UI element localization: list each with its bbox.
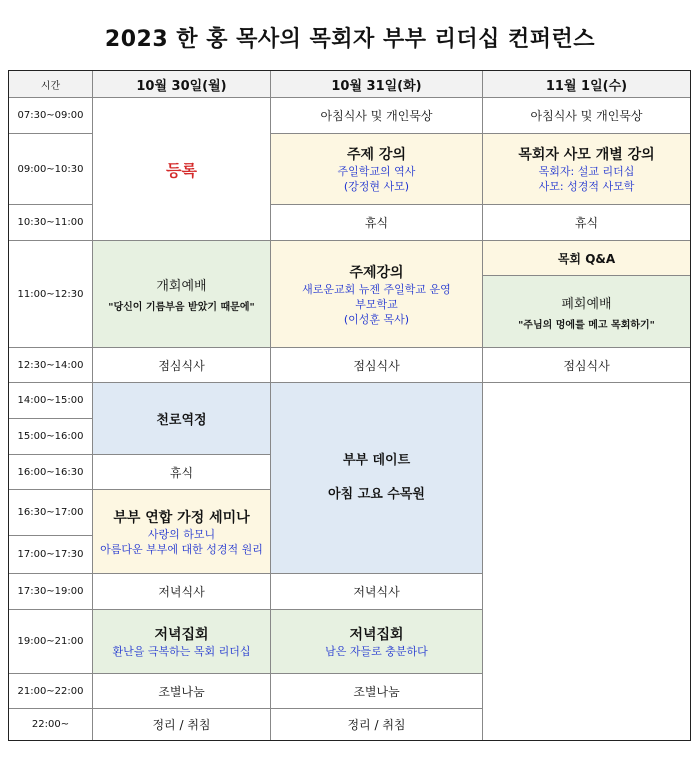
time-slot: 07:30~09:00 (9, 98, 93, 134)
day1-tour (93, 383, 271, 455)
header-day2: 10월 31일(화) (271, 71, 483, 98)
day1-family-seminar (93, 490, 271, 574)
day2-rest: 휴식 (271, 205, 483, 241)
time-slot: 19:00~21:00 (9, 610, 93, 674)
day1-opening-service (93, 241, 271, 348)
time-slot: 17:00~17:30 (9, 536, 93, 574)
day2-group: 조별나눔 (271, 674, 483, 709)
day1-dinner: 저녁식사 (93, 574, 271, 610)
day2-lecture2 (271, 241, 483, 348)
date-line1: 부부 데이트 (342, 453, 411, 468)
qa-label: 목회 Q&A (557, 251, 616, 266)
lecture2-title: 주제강의 (349, 264, 404, 281)
day2-close: 정리 / 취침 (271, 709, 483, 740)
day1-registration (93, 98, 271, 241)
day3-lunch: 점심식사 (483, 348, 690, 383)
day3-breakfast: 아침식사 및 개인묵상 (483, 98, 690, 134)
day3-empty (483, 383, 690, 740)
day3-lecture-title: 목회자 사모 개별 강의 (518, 147, 655, 163)
day2-evening-service (271, 610, 483, 674)
day1-lunch: 점심식사 (93, 348, 271, 383)
closing-quote: "주님의 멍에를 메고 목회하기" (518, 319, 655, 331)
time-slot: 15:00~16:00 (9, 419, 93, 455)
seminar-line1: 사랑의 하모니 (147, 527, 216, 541)
schedule-table (8, 70, 691, 741)
day1-rest: 휴식 (93, 455, 271, 490)
time-slot: 16:30~17:00 (9, 490, 93, 536)
day3-lecture-line2: 사모: 성경적 사모학 (538, 180, 635, 193)
opening-quote: "당신이 기름부음 받았기 때문에" (108, 302, 255, 313)
evening2-sub: 남은 자들로 충분하다 (325, 645, 428, 658)
day1-close: 정리 / 취침 (93, 709, 271, 740)
seminar-title: 부부 연합 가정 세미나 (113, 509, 250, 526)
lecture1-line2: (강정현 사모) (343, 180, 410, 193)
evening-title: 저녁집회 (154, 627, 209, 643)
time-slot: 11:00~12:30 (9, 241, 93, 348)
day3-rest: 휴식 (483, 205, 690, 241)
tour-label: 천로역정 (156, 413, 207, 428)
closing-title: 폐회예배 (561, 296, 612, 312)
time-slot: 09:00~10:30 (9, 134, 93, 205)
header-day1: 10월 30일(월) (93, 71, 271, 98)
time-slot: 16:00~16:30 (9, 455, 93, 490)
time-slot: 12:30~14:00 (9, 348, 93, 383)
day3-lecture (483, 134, 690, 205)
day1-group: 조별나눔 (93, 674, 271, 709)
day2-dinner: 저녁식사 (271, 574, 483, 610)
day3-closing-service (483, 276, 690, 348)
day2-lunch: 점심식사 (271, 348, 483, 383)
day3-lecture-line1: 목회자: 설교 리더십 (538, 165, 635, 178)
header-time: 시간 (9, 71, 93, 98)
lecture2-line3: (이성훈 목사) (343, 312, 410, 326)
evening2-title: 저녁집회 (349, 627, 404, 643)
registration-label: 등록 (166, 160, 197, 180)
page-title: 2023 한 홍 목사의 목회자 부부 리더십 컨퍼런스 (104, 27, 596, 52)
day2-couple-date (271, 383, 483, 574)
lecture1-title: 주제 강의 (347, 147, 406, 163)
lecture1-line1: 주일학교의 역사 (337, 165, 416, 178)
lecture2-line2: 부모학교 (355, 297, 398, 311)
time-slot: 22:00~ (9, 709, 93, 740)
day2-lecture1 (271, 134, 483, 205)
header-day3: 11월 1일(수) (483, 71, 690, 98)
day1-evening-service (93, 610, 271, 674)
day3-qa (483, 241, 690, 276)
evening-sub: 환난을 극복하는 목회 리더십 (112, 645, 251, 658)
time-slot: 21:00~22:00 (9, 674, 93, 709)
opening-title: 개회예배 (156, 279, 207, 294)
lecture2-line1: 새로운교회 뉴젠 주일학교 운영 (302, 282, 451, 296)
seminar-line2: 아름다운 부부에 대한 성경적 원리 (100, 542, 263, 556)
date-line2: 아침 고요 수목원 (328, 487, 425, 502)
day2-breakfast: 아침식사 및 개인묵상 (271, 98, 483, 134)
time-slot: 14:00~15:00 (9, 383, 93, 419)
time-slot: 17:30~19:00 (9, 574, 93, 610)
time-slot: 10:30~11:00 (9, 205, 93, 241)
